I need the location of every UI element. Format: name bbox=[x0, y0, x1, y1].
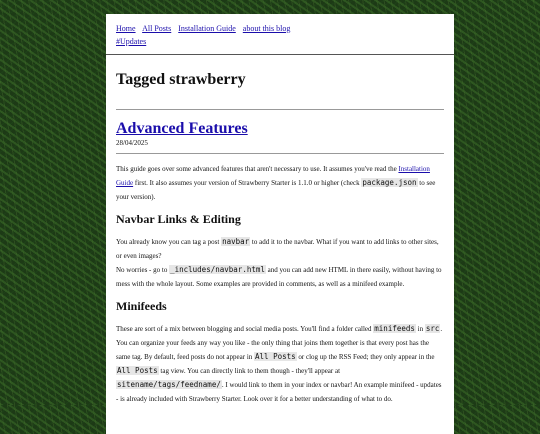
paragraph-text: . You can organize your feeds any way you like - the only thing that joins them together is that every post has the same tag. By default, feed posts do not appear in bbox=[116, 325, 443, 361]
nav-link-about[interactable]: about this blog bbox=[242, 24, 291, 33]
paragraph-text: tag view. You can directly link to them though - they'll appear at bbox=[158, 367, 341, 375]
paragraph-text: You already know you can tag a post bbox=[116, 238, 222, 246]
section-heading-minifeeds: Minifeeds bbox=[116, 299, 167, 313]
post-title-link[interactable]: Advanced Features bbox=[116, 120, 248, 137]
paragraph-text: No worries - go to bbox=[116, 266, 170, 274]
post bbox=[116, 120, 444, 406]
installation-guide-link[interactable]: Installation Guide bbox=[116, 165, 430, 187]
inline-code: sitename/tags/feedname/ bbox=[117, 380, 221, 389]
paragraph-text: and you can add new HTML in there easily, without having to mess with the whole layout. Some examples are provided in comments, as well as a minifeed example. bbox=[116, 266, 442, 288]
paragraph-text: . I would link to them in your index or navbar! An example minifeed - updates - is already included with Strawberry Starter. Look over it for a better understanding of what to do. bbox=[116, 381, 442, 403]
nav-link-updates[interactable]: #Updates bbox=[116, 37, 147, 46]
post-divider bbox=[116, 153, 444, 154]
paragraph-text: to add it to the navbar. What if you want to add links to other sites, or even images? bbox=[116, 238, 439, 260]
intro-text: This guide goes over some advanced features that aren't necessary to use. It assumes you've read the bbox=[116, 165, 399, 173]
inline-code: All Posts bbox=[117, 366, 158, 375]
page-title: Tagged strawberry bbox=[116, 71, 246, 88]
nav-link-home[interactable]: Home bbox=[116, 24, 136, 33]
nav-link-all-posts[interactable]: All Posts bbox=[142, 24, 172, 33]
section-minifeeds-text bbox=[116, 322, 444, 406]
intro-text: to see your version). bbox=[116, 179, 436, 201]
inline-code: src bbox=[425, 324, 440, 333]
page-container bbox=[106, 14, 454, 434]
paragraph-text: These are sort of a mix between blogging and social media posts. You'll find a folder called bbox=[116, 325, 374, 333]
top-navbar bbox=[116, 14, 444, 48]
intro-text: first. It also assumes your version of Strawberry Starter is 1.1.0 or higher (check bbox=[133, 179, 362, 187]
post-date: 28/04/2025 bbox=[116, 139, 148, 147]
post-intro bbox=[116, 162, 444, 204]
nav-divider bbox=[106, 54, 454, 55]
section-heading-navbar: Navbar Links & Editing bbox=[116, 212, 241, 226]
inline-code: minifeeds bbox=[374, 324, 415, 333]
section-navbar-text bbox=[116, 235, 444, 291]
paragraph-text: in bbox=[415, 325, 425, 333]
post-title bbox=[116, 120, 444, 138]
paragraph-text: or clog up the RSS Feed; they only appear in the bbox=[296, 353, 435, 361]
inline-code: _includes/navbar.html bbox=[170, 265, 265, 274]
inline-code: All Posts bbox=[255, 352, 296, 361]
inline-code: package.json bbox=[362, 178, 417, 187]
inline-code: navbar bbox=[222, 237, 250, 246]
nav-link-installation-guide[interactable]: Installation Guide bbox=[178, 24, 236, 33]
title-divider bbox=[116, 109, 444, 110]
